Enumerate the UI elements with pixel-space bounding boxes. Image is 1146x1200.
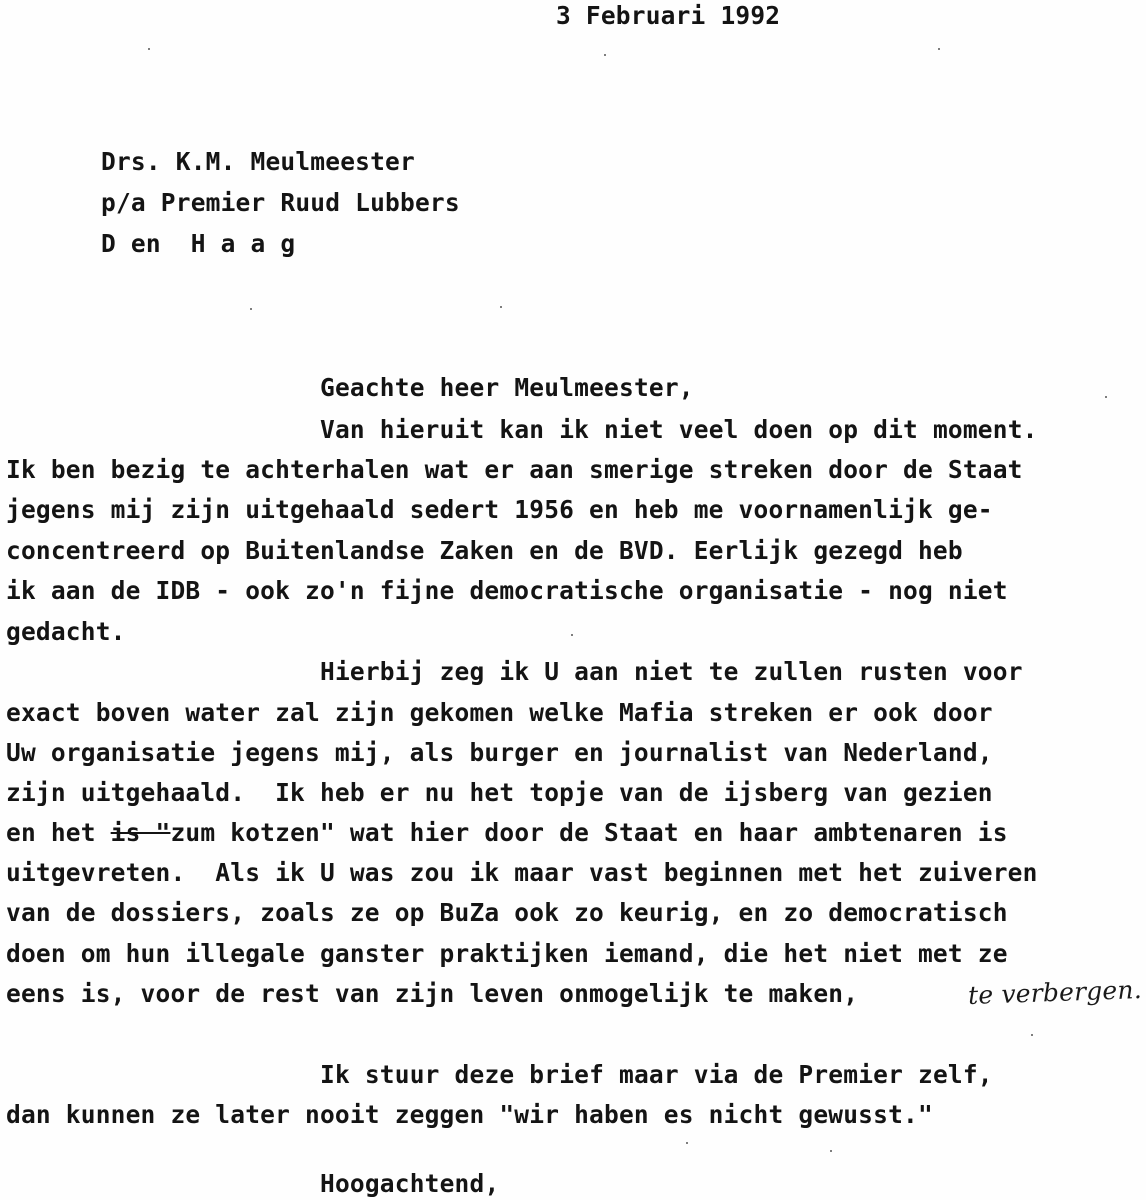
paragraph2-line1: Hierbij zeg ik U aan niet te zullen rusten voor	[320, 657, 1023, 686]
handwritten-insert: te verbergen.	[967, 974, 1143, 1011]
paragraph2-line6: uitgevreten. Als ik U was zou ik maar vast beginnen met het zuiveren	[6, 858, 1038, 887]
paragraph1-line6: gedacht.	[6, 617, 126, 646]
scan-speck	[830, 1150, 832, 1152]
recipient-city: D en H a a g	[101, 229, 296, 258]
paragraph2-line2: exact boven water zal zijn gekomen welke Mafia streken er ook door	[6, 698, 993, 727]
paragraph2-line3: Uw organisatie jegens mij, als burger en journalist van Nederland,	[6, 738, 993, 767]
letter-date: 3 Februari 1992	[556, 1, 781, 30]
scan-speck	[686, 1142, 688, 1144]
scan-speck	[604, 54, 606, 56]
scan-speck	[1105, 396, 1107, 398]
paragraph1-line2: Ik ben bezig te achterhalen wat er aan smerige streken door de Staat	[6, 455, 1023, 484]
salutation: Geachte heer Meulmeester,	[320, 373, 694, 402]
paragraph3-line2: dan kunnen ze later nooit zeggen "wir haben es nicht gewusst."	[6, 1100, 933, 1129]
paragraph1-line1: Van hieruit kan ik niet veel doen op dit moment.	[320, 415, 1038, 444]
paragraph1-line5: ik aan de IDB - ook zo'n fijne democratische organisatie - nog niet	[6, 576, 1008, 605]
scan-speck	[938, 48, 940, 50]
paragraph1-line4: concentreerd op Buitenlandse Zaken en de BVD. Eerlijk gezegd heb	[6, 536, 963, 565]
paragraph2-line5-start: en het	[6, 818, 111, 847]
scan-speck	[1031, 1034, 1033, 1036]
closing: Hoogachtend,	[320, 1169, 500, 1198]
paragraph2-line4: zijn uitgehaald. Ik heb er nu het topje van de ijsberg van gezien	[6, 778, 993, 807]
paragraph2-line5	[6, 817, 1008, 849]
scan-speck	[250, 308, 252, 310]
paragraph1-line3: jegens mij zijn uitgehaald sedert 1956 en heb me voornamenlijk ge-	[6, 495, 993, 524]
scan-speck	[571, 634, 573, 636]
paragraph2-line9: eens is, voor de rest van zijn leven onmogelijk te maken,	[6, 979, 859, 1008]
struck-text: is "	[110, 818, 171, 847]
paragraph3-line1: Ik stuur deze brief maar via de Premier zelf,	[320, 1060, 993, 1089]
recipient-care-of: p/a Premier Ruud Lubbers	[101, 188, 460, 217]
paragraph2-line7: van de dossiers, zoals ze op BuZa ook zo keurig, en zo democratisch	[6, 898, 1008, 927]
paragraph2-line8: doen om hun illegale ganster praktijken iemand, die het niet met ze	[6, 939, 1008, 968]
recipient-name: Drs. K.M. Meulmeester	[101, 147, 415, 176]
paragraph2-line5-end: zum kotzen" wat hier door de Staat en haar ambtenaren is	[170, 818, 1008, 847]
scan-speck	[500, 306, 502, 308]
scan-speck	[148, 48, 150, 50]
